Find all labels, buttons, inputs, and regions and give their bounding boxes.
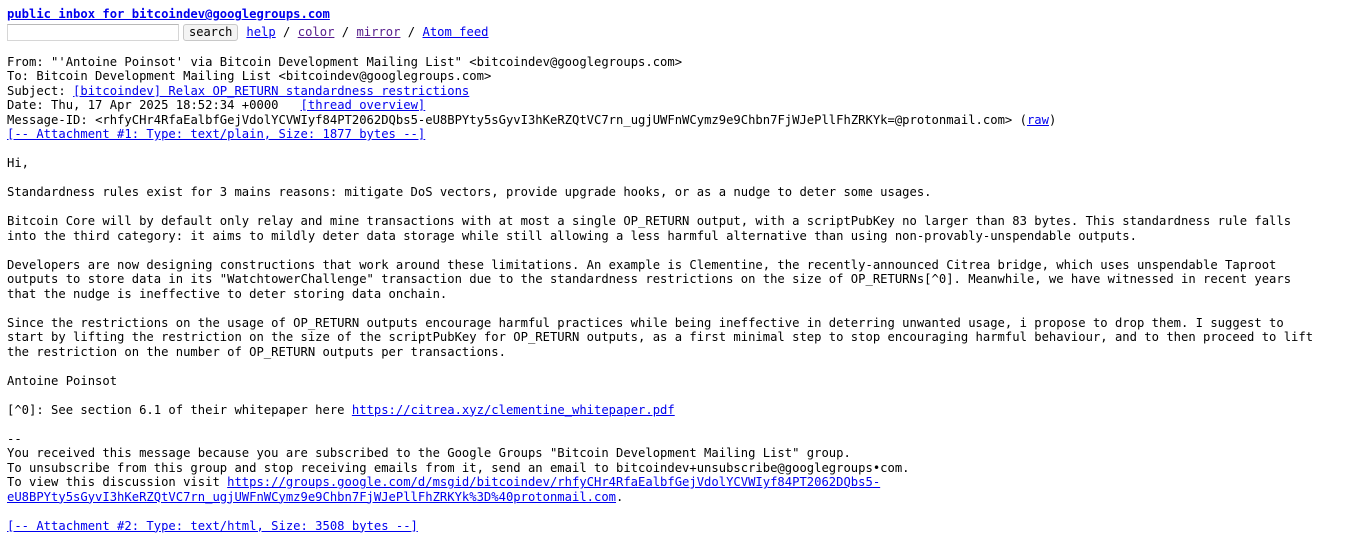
raw-link[interactable]: raw <box>1026 112 1049 127</box>
attachment-1-link[interactable]: [-- Attachment #1: Type: text/plain, Size: 1877 bytes --] <box>7 127 426 141</box>
discussion-period: . <box>616 489 624 504</box>
greeting: Hi, <box>7 156 30 170</box>
subject-link[interactable]: [bitcoindev] Relax OP_RETURN standardness restrictions <box>73 83 470 98</box>
paragraph-4-line-1: Since the restrictions on the usage of OP_RETURN outputs encourage harmful practices while being ineffective in deterring unwanted usage, i propose to drop them. I suggest to <box>7 315 1284 330</box>
paragraph-4-line-3: the restriction on the number of OP_RETURN outputs per transactions. <box>7 344 506 359</box>
to-value: Bitcoin Development Mailing List <bitcoindev@googlegroups.com> <box>36 69 492 83</box>
atom-feed-link[interactable]: Atom feed <box>422 25 489 40</box>
whitepaper-link[interactable]: https://citrea.xyz/clementine_whitepaper.pdf <box>351 402 675 417</box>
date-value: Thu, 17 Apr 2025 18:52:34 +0000 <box>51 98 279 112</box>
color-link[interactable]: color <box>297 25 335 40</box>
raw-paren-open: ( <box>1012 112 1027 127</box>
inbox-header <box>7 7 1366 22</box>
paragraph-3-line-2: outputs to store data in its "WatchtowerChallenge" transaction due to the standardness restrictions on the size of OP_RETURNs[^0]. Meanwhile, we have witnessed in recent years <box>7 272 1292 286</box>
message-headers <box>7 55 1366 128</box>
attachment-2-link[interactable]: [-- Attachment #2: Type: text/html, Size: 3508 bytes --] <box>7 518 418 533</box>
mirror-link[interactable]: mirror <box>356 25 401 40</box>
paragraph-4-line-2: start by lifting the restriction on the size of the scriptPubKey for OP_RETURN outputs, as a first minimal step to stop encouraging harmful behaviour, and to then proceed to lift <box>7 330 1314 344</box>
message-id-value: <rhfyCHr4RfaEalbfGejVdolYCVWIyf84PT2062DQbs5-eU8BPYty5sGyvI3hKeRZQtVC7rn_ugjUWFnWCymz9e9Chbn7FjWJePllFhZRKYk=@protonmail.com> <box>95 112 1013 127</box>
search-bar <box>7 24 1366 42</box>
google-groups-line-3: To view this discussion visit <box>7 475 228 489</box>
from-label: From: <box>7 54 52 69</box>
inbox-title-link[interactable]: public inbox for bitcoindev@googlegroups.com <box>7 7 330 21</box>
paragraph-2-line-2: into the third category: it aims to mildly deter data storage while still allowing a less harmful alternative than using non-provably-unspendable outputs. <box>7 228 1137 243</box>
nav-separator: / <box>400 25 423 40</box>
signature: Antoine Poinsot <box>7 373 118 388</box>
to-label: To: <box>7 69 37 83</box>
google-groups-line-1: You received this message because you are subscribed to the Google Groups "Bitcoin Development Mailing List" group. <box>7 446 851 460</box>
message-id-label: Message-ID: <box>7 112 96 127</box>
footnote-text: [^0]: See section 6.1 of their whitepaper here <box>7 402 352 417</box>
search-button[interactable]: search <box>183 24 238 41</box>
discussion-link[interactable]: https://groups.google.com/d/msgid/bitcoindev/rhfyCHr4RfaEalbfGejVdolYCVWIyf84PT2062DQbs5- <box>227 475 881 489</box>
discussion-link-continued[interactable]: eU8BPYty5sGyvI3hKeRZQtVC7rn_ugjUWFnWCymz9e9Chbn7FjWJePllFhZRKYk%3D%40protonmail.com <box>7 489 617 504</box>
date-label: Date: <box>7 98 52 112</box>
message-body <box>7 127 1366 533</box>
signature-separator: -- <box>7 431 22 446</box>
thread-overview-link[interactable]: [thread overview] <box>300 98 426 112</box>
raw-paren-close: ) <box>1048 112 1057 127</box>
google-groups-line-2: To unsubscribe from this group and stop receiving emails from it, send an email to bitcoindev+unsubscribe@googlegroups•com. <box>7 460 910 475</box>
paragraph-2-line-1: Bitcoin Core will by default only relay and mine transactions with at most a single OP_RETURN output, with a scriptPubKey no larger than 83 bytes. This standardness rule falls <box>7 214 1292 228</box>
paragraph-1: Standardness rules exist for 3 mains reasons: mitigate DoS vectors, provide upgrade hooks, or as a nudge to deter some usages. <box>7 185 932 199</box>
from-value: "'Antoine Poinsot' via Bitcoin Development Mailing List" <bitcoindev@googlegroups.com> <box>51 54 683 69</box>
help-link[interactable]: help <box>246 25 276 40</box>
subject-label: Subject: <box>7 83 74 98</box>
search-input[interactable] <box>7 24 179 41</box>
paragraph-3-line-1: Developers are now designing constructions that work around these limitations. An example is Clementine, the recently-announced Citrea bridge, which uses unspendable Taproot <box>7 257 1277 272</box>
nav-separator: / <box>275 25 298 40</box>
paragraph-3-line-3: that the nudge is ineffective to deter storing data onchain. <box>7 286 448 301</box>
nav-separator: / <box>334 25 357 40</box>
